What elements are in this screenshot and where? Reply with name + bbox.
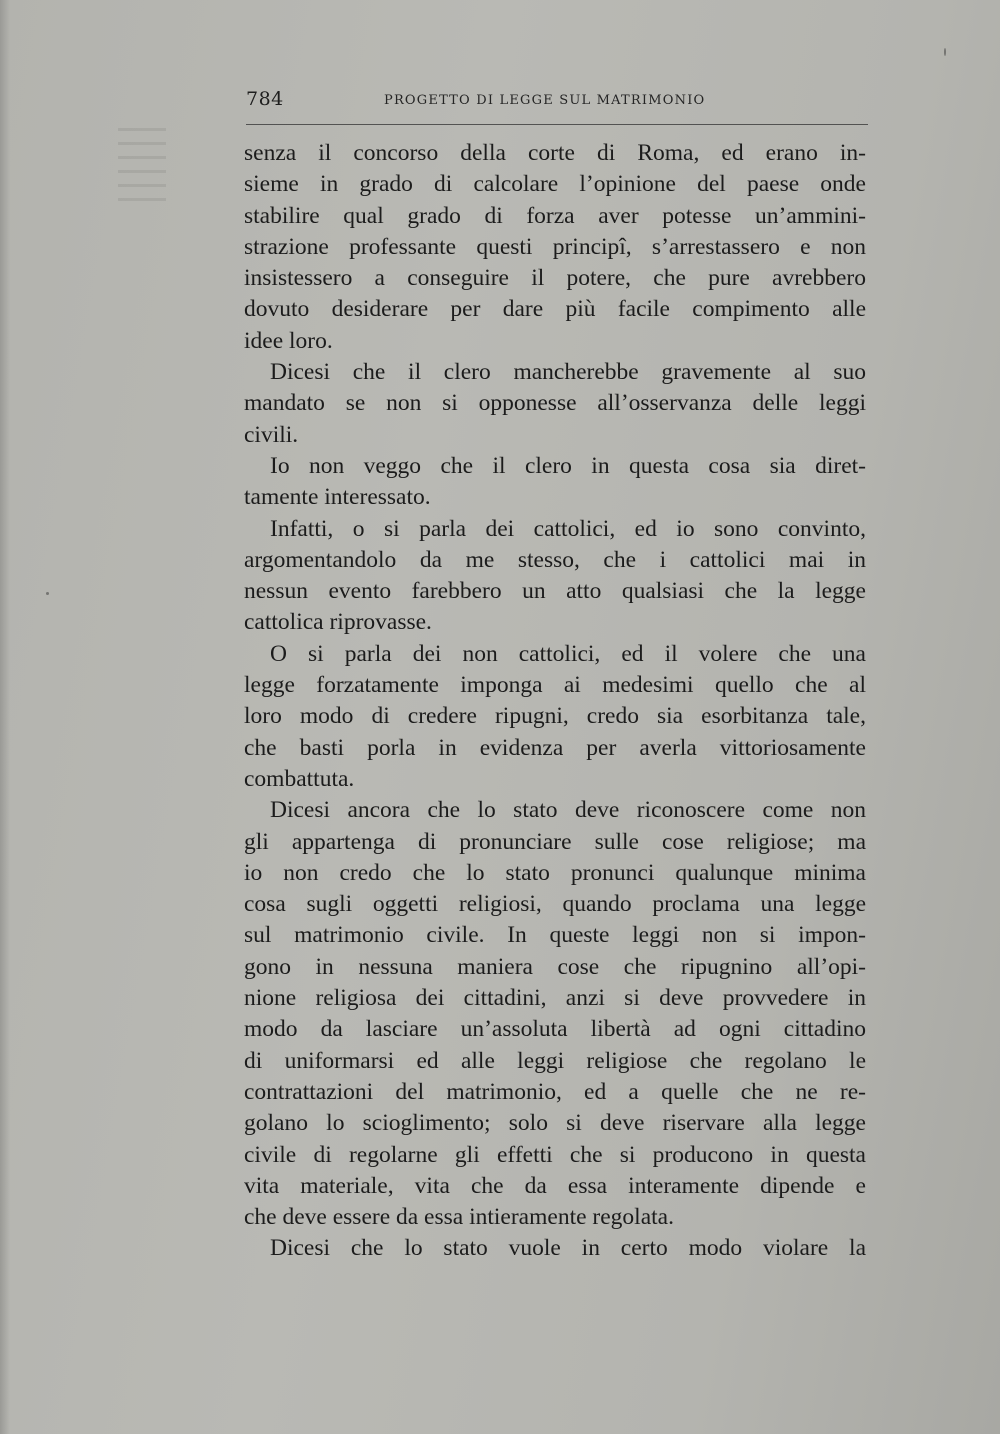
text-line: argomentandolo da me stesso, che i cattolici mai in: [244, 546, 866, 573]
bleed-through-marks: [118, 128, 166, 208]
text-line: che deve essere da essa intieramente regolata.: [244, 1204, 674, 1231]
text-line: dovuto desiderare per dare più facile compimento alle: [244, 296, 866, 323]
text-line: Dicesi che il clero mancherebbe gravemente al suo: [270, 359, 866, 386]
text-line: sul matrimonio civile. In queste leggi non si impon-: [244, 922, 866, 949]
paper-speck: [944, 48, 946, 56]
text-line: Io non veggo che il clero in questa cosa sia diret-: [270, 452, 866, 479]
text-line: nione religiosa dei cittadini, anzi si deve provvedere in: [244, 985, 866, 1012]
text-line: golano lo scioglimento; solo si deve riservare alla legge: [244, 1110, 866, 1137]
text-line: modo da lasciare un’assoluta libertà ad ogni cittadino: [244, 1016, 866, 1043]
paper-speck: [46, 592, 49, 595]
page-number: 784: [246, 88, 284, 110]
text-line: cosa sugli oggetti religiosi, quando proclama una legge: [244, 891, 866, 918]
text-line: di uniformarsi ed alle leggi religiose che regolano le: [244, 1047, 866, 1074]
text-line: vita materiale, vita che da essa interamente dipende e: [244, 1172, 866, 1199]
text-line: sieme in grado di calcolare l’opinione del paese onde: [244, 171, 866, 198]
text-line: loro modo di credere ripugni, credo sia esorbitanza tale,: [244, 703, 866, 730]
text-line: io non credo che lo stato pronunci qualunque minima: [244, 859, 866, 886]
text-line: strazione professante questi principî, s’arrestassero e non: [244, 233, 866, 260]
text-line: insistessero a conseguire il potere, che pure avrebbero: [244, 265, 866, 292]
page-header: [246, 88, 866, 118]
text-line: senza il concorso della corte di Roma, ed erano in-: [244, 140, 866, 166]
text-line: stabilire qual grado di forza aver potesse un’ammini-: [244, 202, 866, 229]
text-line: gono in nessuna maniera cose che ripugnino all’opi-: [244, 953, 866, 980]
text-line: contrattazioni del matrimonio, ed a quelle che ne re-: [244, 1078, 866, 1105]
running-head: PROGETTO DI LEGGE SUL MATRIMONIO: [384, 93, 706, 108]
body-text: [244, 138, 866, 1265]
text-line: legge forzatamente imponga ai medesimi quello che al: [244, 672, 866, 699]
page-edge-shadow: [0, 0, 10, 1434]
text-line: mandato se non si opponesse all’osservanza delle leggi: [244, 390, 866, 417]
text-line: cattolica riprovasse.: [244, 609, 432, 636]
text-line: Infatti, o si parla dei cattolici, ed io sono convinto,: [270, 515, 866, 542]
text-line: gli appartenga di pronunciare sulle cose religiose; ma: [244, 828, 866, 855]
text-line: Dicesi che lo stato vuole in certo modo violare la: [270, 1235, 866, 1262]
text-line: tamente interessato.: [244, 484, 431, 511]
text-line: nessun evento farebbero un atto qualsiasi che la legge: [244, 578, 866, 605]
header-rule: [246, 124, 868, 125]
text-line: che basti porla in evidenza per averla vittoriosamente: [244, 734, 866, 761]
text-line: Dicesi ancora che lo stato deve riconoscere come non: [270, 797, 866, 824]
text-line: combattuta.: [244, 765, 355, 792]
text-line: civili.: [244, 421, 299, 448]
text-line: O si parla dei non cattolici, ed il volere che una: [270, 640, 866, 667]
text-line: idee loro.: [244, 327, 333, 354]
text-line: civile di regolarne gli effetti che si producono in questa: [244, 1141, 866, 1168]
